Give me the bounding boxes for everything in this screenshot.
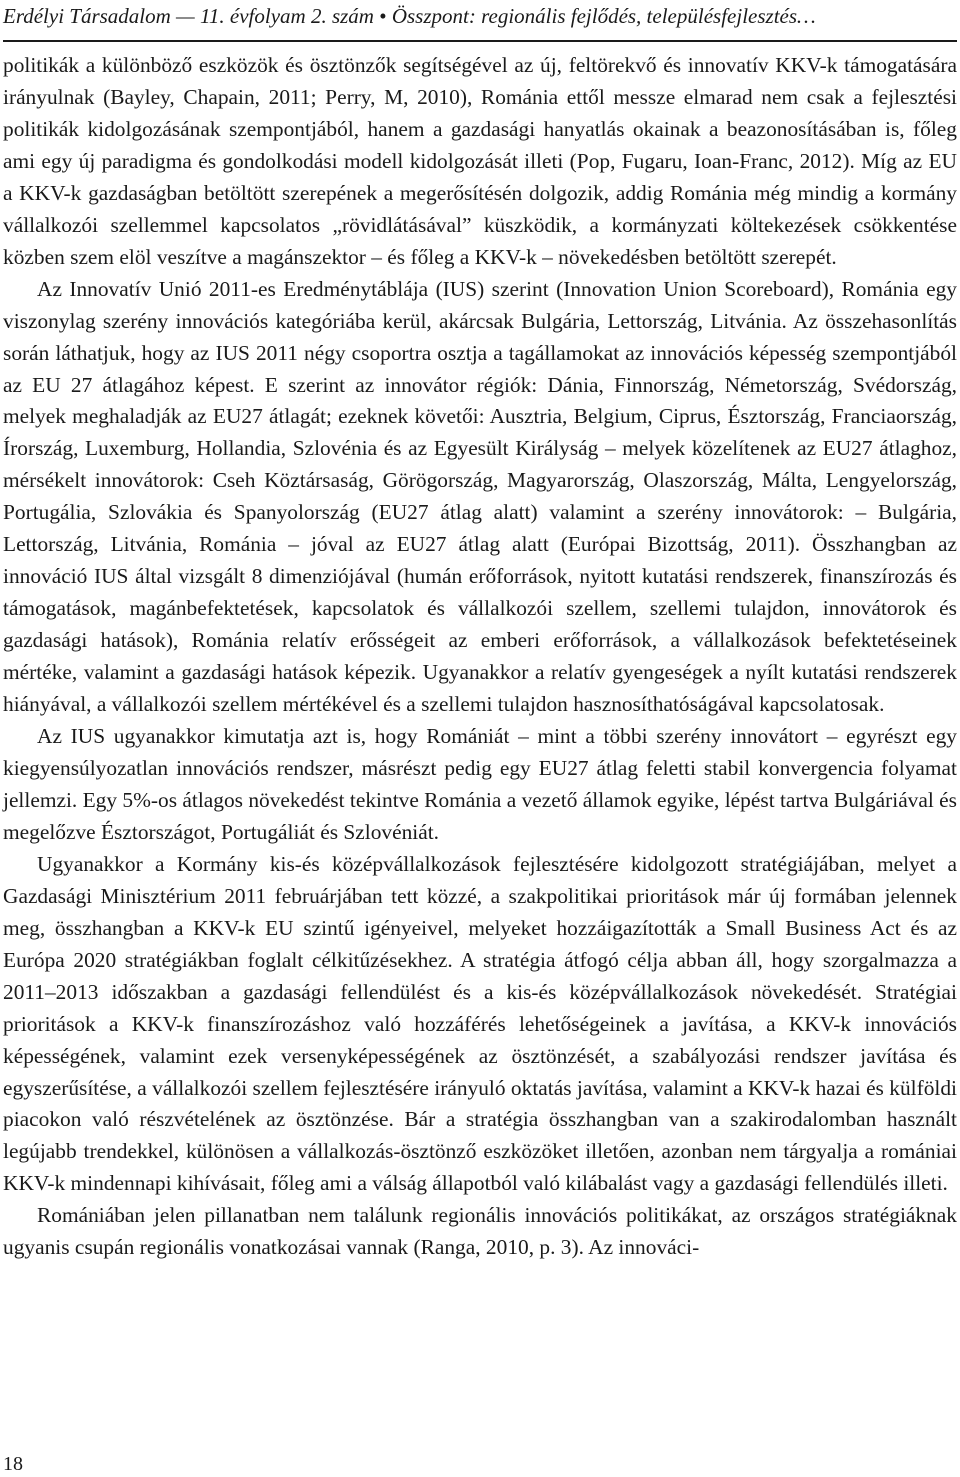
header-separator: • [379,4,387,28]
page-number: 18 [3,1453,23,1475]
paragraph-4: Ugyanakkor a Kormány kis-és középvállalkozások fejlesztésére kidolgozott stratégiájában, melyet a Gazdasági Minisztérium 2011 februárjában tett közzé, a szakpolitikai prioritások már új formában jelennek meg, összhangban a KKV-k EU szintű igényeivel, melyeket hozzáigazították a Small Business Act és az Európa 2020 stratégiákban foglalt célkitűzésekhez. A stratégia átfogó célja abban áll, hogy szorgalmazza a 2011–2013 időszakban a gazdasági fellendülést és a kis-és középvállalkozások növekedését. Stratégiai prioritások a KKV-k finanszírozáshoz való hozzáférés lehetőségeinek a javítása, a KKV-k innovációs képességének, valamint ezek versenyképességének az ösztönzését, a szabályozási rendszer javítása és egyszerűsítése, a vállalkozói szellem fejlesztésére irányuló oktatás javítása, valamint a KKV-k hazai és külföldi piacokon való részvételének az ösztönzése. Bár a stratégia összhangban van a szakirodalomban használt legújabb trendekkel, különösen a vállalkozás-ösztönző eszközöket illetően, azonban nem tárgyalja a romániai KKV-k mindennapi kihívásait, főleg ami a válság állapotból való kilábalást vagy a gazdasági fellendülés illeti. [3,851,957,1196]
header-rule [3,40,957,42]
journal-title: Erdélyi Társadalom — 11. évfolyam 2. szám [3,4,374,28]
section-title: Összpont: regionális fejlődés, településfejlesztés… [391,4,816,28]
paragraph-1: politikák a különböző eszközök és ösztönzők segítségével az új, feltörekvő és innovatív KKV-k támogatására irányulnak (Bayley, Chapain, 2011; Perry, M, 2010), Románia ettől messze elmarad nem csak a fejlesztési politikák kidolgozásának szempontjából, hanem a gazdasági hanyatlás okainak a beazonosításában is, főleg ami egy új paradigma és gondolkodási modell kidolgozását illeti (Pop, Fugaru, Ioan-Franc, 2012). Míg az EU a KKV-k gazdaságban betöltött szerepének a megerősítésén dolgozik, addig Románia még mindig a kormány vállalkozói szellemmel kapcsolatos „rövidlátásával” küszködik, a kormányzati költekezések csökkentése közben szem elöl veszítve a magánszektor – és főleg a KKV-k – növekedésben betöltött szerepét. [3,53,957,269]
running-header [3,2,957,30]
paragraph-2: Az Innovatív Unió 2011-es Eredménytáblája (IUS) szerint (Innovation Union Scoreboard), Románia egy viszonylag szerény innovációs kategóriába kerül, akárcsak Bulgária, Lettország, Litvánia. Az összehasonlítás során láthatjuk, hogy az IUS 2011 négy csoportra osztja a tagállamokat az innovációs képesség szempontjából az EU 27 átlagához képest. E szerint az innovátor régiók: Dánia, Finnország, Németország, Svédország, melyek meghaladják az EU27 átlagát; ezeknek követői: Ausztria, Belgium, Ciprus, Észtország, Franciaország, Írország, Luxemburg, Hollandia, Szlovénia és az Egyesült Királyság – melyek közelítenek az EU27 átlaghoz, mérsékelt innovátorok: Cseh Köztársaság, Görögország, Magyarország, Olaszország, Málta, Lengyelország, Portugália, Szlovákia és Spanyolország (EU27 átlag alatt) valamint a szerény innovátorok: – Bulgária, Lettország, Litvánia, Románia – jóval az EU27 átlag alatt (Európai Bizottság, 2011). Összhangban az innováció IUS által vizsgált 8 dimenziójával (humán erőforrások, nyitott kutatási rendszerek, finanszírozás és támogatások, magánbefektetések, kapcsolatok és vállalkozói szellem, szellemi tulajdon, innovátorok és gazdasági hatások), Románia relatív erősségeit az emberi erőforrások, a vállalkozások befektetéseinek mértéke, valamint a gazdasági hatások képezik. Ugyanakkor a relatív gyengeségek a nyílt kutatási rendszerek hiányával, a vállalkozói szellem mértékével és a szellemi tulajdon hasznosíthatóságával kapcsolatosak. [3,276,957,717]
article-body [3,50,957,1264]
paragraph-5: Romániában jelen pillanatban nem találunk regionális innovációs politikákat, az országos stratégiáknak ugyanis csupán regionális vonatkozásai vannak (Ranga, 2010, p. 3). Az innováci- [3,1203,957,1260]
paragraph-3: Az IUS ugyanakkor kimutatja azt is, hogy Romániát – mint a többi szerény innovátort – egyrészt egy kiegyensúlyozatlan innovációs rendszer, másrészt pedig egy EU27 átlag feletti stabil konvergencia folyamat jellemzi. Egy 5%-os átlagos növekedést tekintve Románia a vezető államok egyike, lépést tartva Bulgáriával és megelőzve Észtországot, Portugáliát és Szlovéniát. [3,724,957,844]
